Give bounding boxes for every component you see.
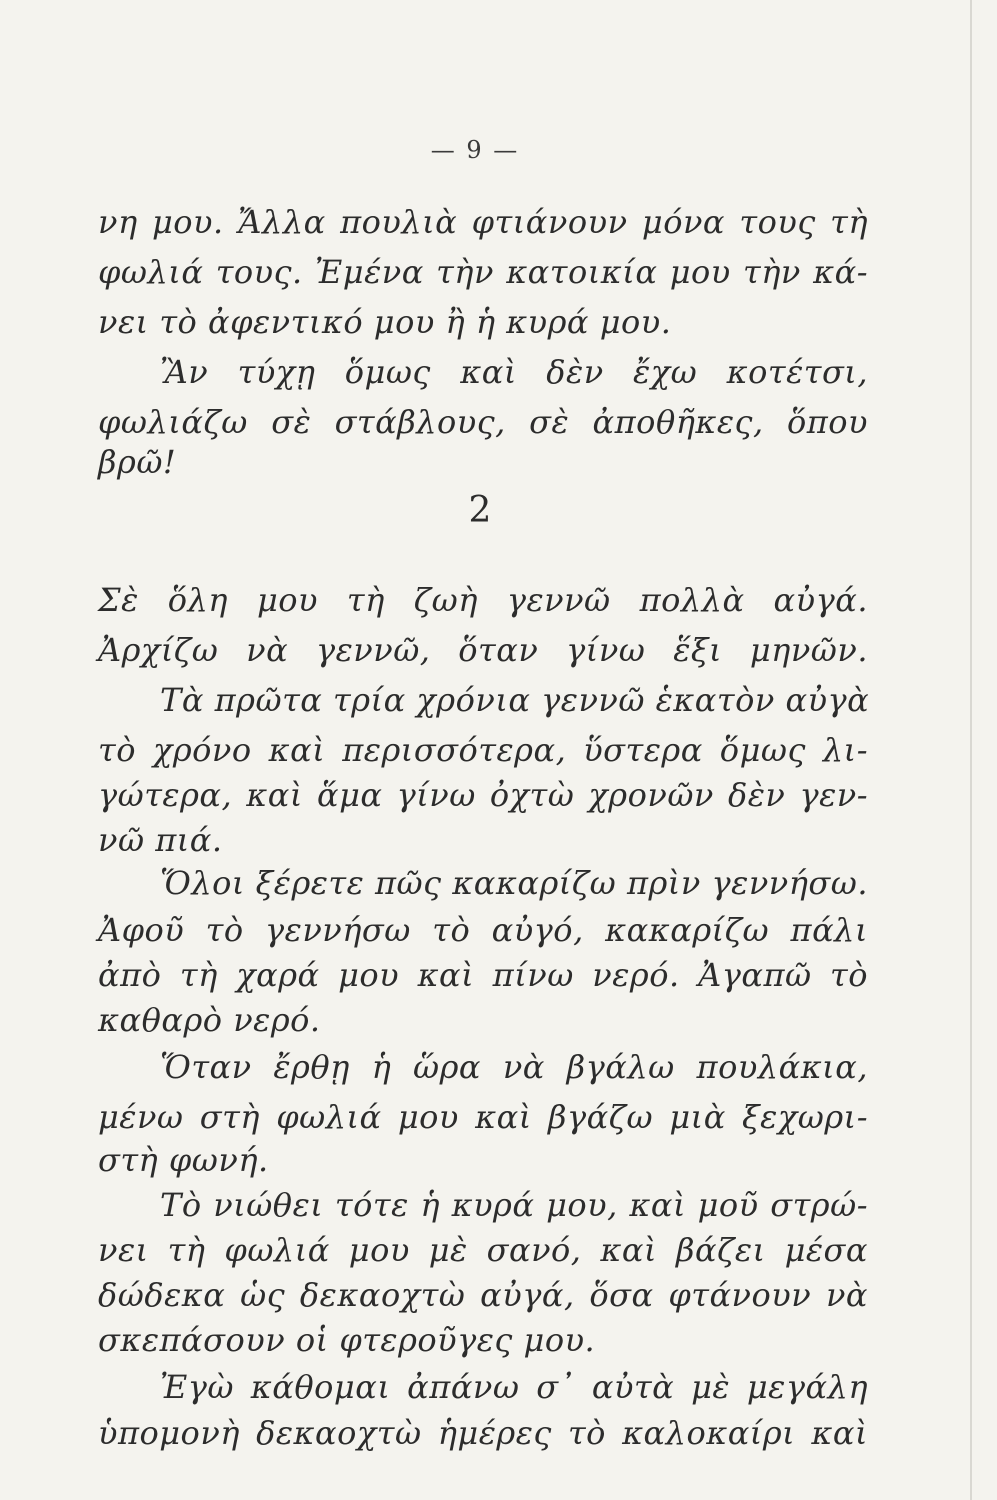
text-line: καθαρὸ νερό. — [98, 1001, 321, 1039]
text-line: τὸ χρόνο καὶ περισσότερα, ὕστερα ὅμως λι- — [98, 731, 868, 769]
page-number: — 9 — — [430, 136, 520, 164]
text-line: Ἀρχίζω νὰ γεννῶ, ὅταν γίνω ἕξι μηνῶν. — [98, 631, 868, 669]
text-line: Τὸ νιώθει τότε ἡ κυρά μου, καὶ μοῦ στρώ- — [160, 1186, 868, 1224]
section-number: 2 — [468, 490, 492, 531]
text-line: Ἐγὼ κάθομαι ἀπάνω σ᾽ αὐτὰ μὲ μεγάλη — [160, 1368, 868, 1406]
text-line: δώδεκα ὡς δεκαοχτὼ αὐγά, ὅσα φτάνουν νὰ — [98, 1276, 868, 1314]
text-line: Τὰ πρῶτα τρία χρόνια γεννῶ ἑκατὸν αὐγὰ — [160, 681, 870, 719]
text-line: σκεπάσουν οἱ φτεροῦγες μου. — [98, 1321, 596, 1359]
text-line: φωλιά τους. Ἐμένα τὴν κατοικία μου τὴν κά- — [98, 253, 868, 291]
text-line: μένω στὴ φωλιά μου καὶ βγάζω μιὰ ξεχωρι- — [98, 1098, 868, 1136]
text-line: νει τὴ φωλιά μου μὲ σανό, καὶ βάζει μέσα — [98, 1231, 868, 1269]
text-line: στὴ φωνή. — [98, 1141, 269, 1179]
text-line: Ὅταν ἔρθῃ ἡ ὥρα νὰ βγάλω πουλάκια, — [160, 1048, 868, 1086]
text-line: νῶ πιά. — [98, 821, 223, 859]
text-line: γώτερα, καὶ ἅμα γίνω ὀχτὼ χρονῶν δὲν γεν- — [98, 776, 868, 814]
text-line: φωλιάζω σὲ στάβλους, σὲ ἀποθῆκες, ὅπου — [98, 403, 868, 441]
text-line: Ἂν τύχῃ ὅμως καὶ δὲν ἔχω κοτέτσι, — [160, 353, 868, 391]
text-line: ἀπὸ τὴ χαρά μου καὶ πίνω νερό. Ἀγαπῶ τὸ — [98, 956, 868, 994]
page-edge-shadow — [970, 0, 972, 1500]
text-line: νει τὸ ἀφεντικό μου ἢ ἡ κυρά μου. — [98, 303, 672, 341]
text-line: βρῶ! — [98, 443, 177, 481]
text-line: νη μου. Ἄλλα πουλιὰ φτιάνουν μόνα τους τὴ — [98, 203, 868, 241]
text-line: ὑπομονὴ δεκαοχτὼ ἡμέρες τὸ καλοκαίρι καὶ — [98, 1414, 868, 1452]
text-line: Ὅλοι ξέρετε πῶς κακαρίζω πρὶν γεννήσω. — [160, 864, 868, 902]
text-line: Ἀφοῦ τὸ γεννήσω τὸ αὐγό, κακαρίζω πάλι — [98, 911, 868, 949]
text-line: Σὲ ὅλη μου τὴ ζωὴ γεννῶ πολλὰ αὐγά. — [98, 581, 868, 619]
